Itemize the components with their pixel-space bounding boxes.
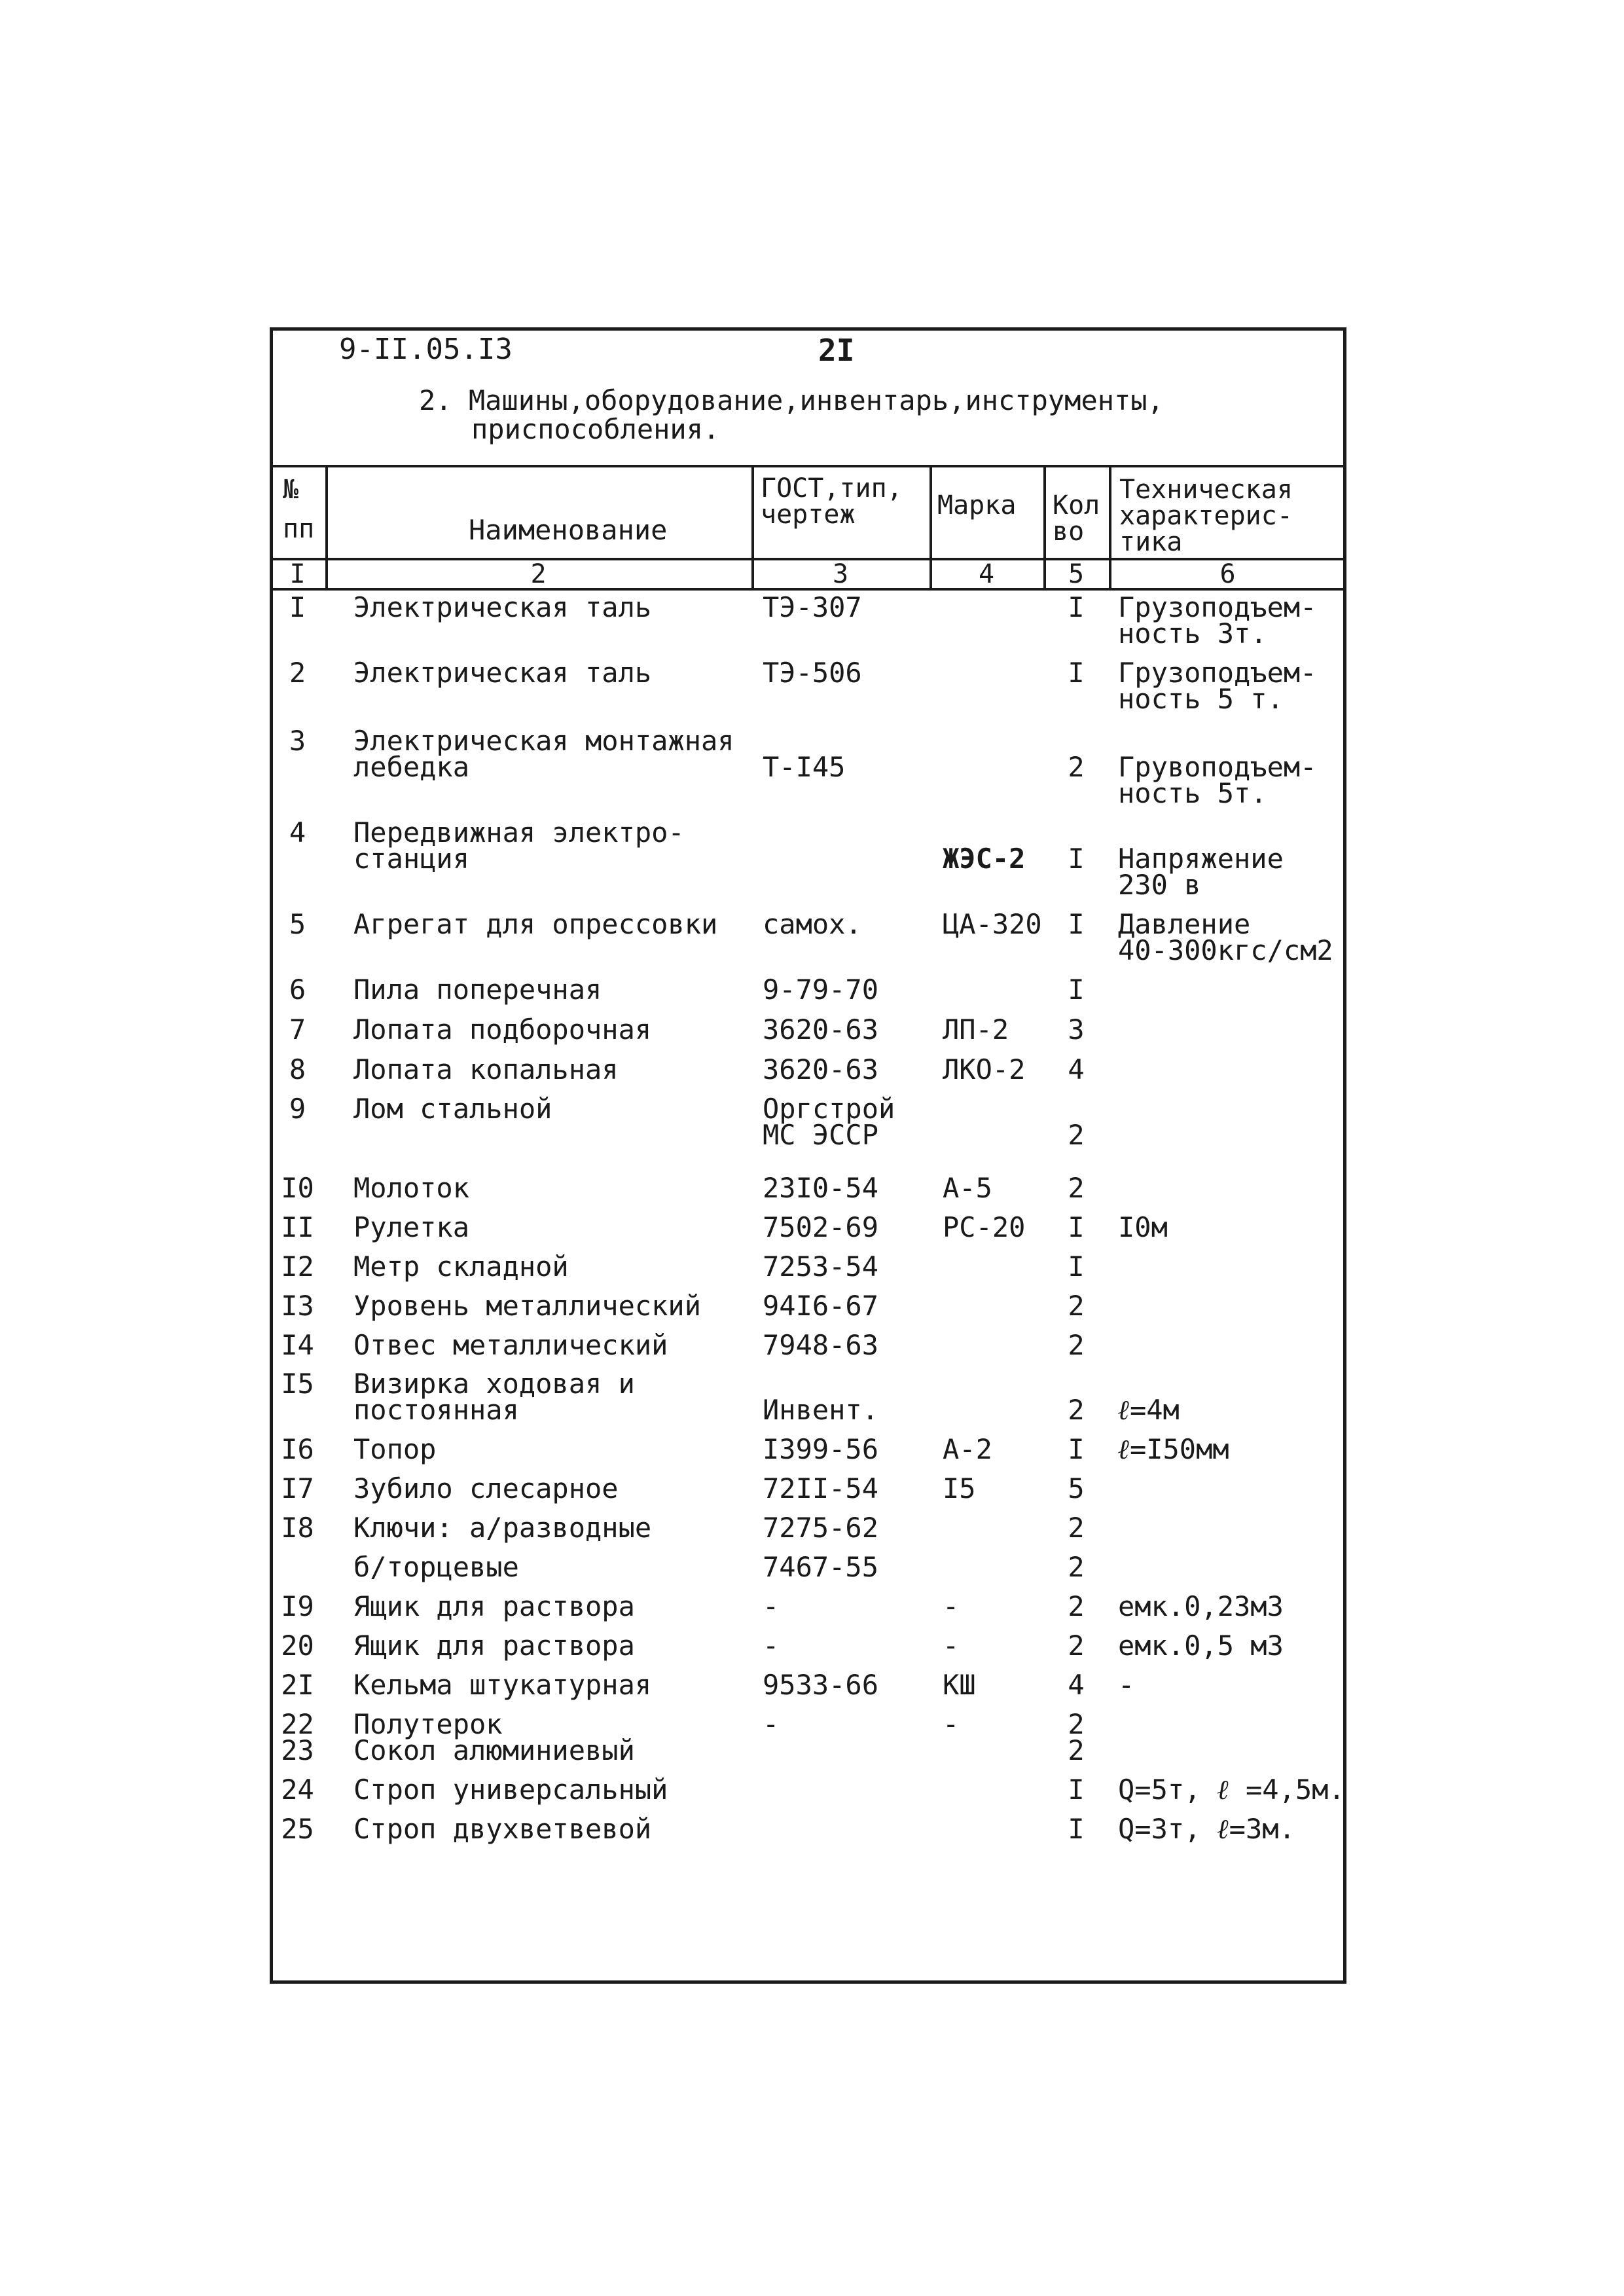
header-num-line-2: пп [283,514,315,544]
row-brand: А-5 [943,1172,992,1204]
row-quantity: I [1068,1250,1085,1283]
row-quantity: 2 [1068,751,1085,783]
row-name: Пила поперечная [353,974,602,1006]
row-gost: 7253-54 [763,1250,879,1283]
header-brand: Марка [937,490,1017,520]
row-quantity: 2 [1068,1734,1085,1766]
row-gost: - [763,1708,780,1740]
row-name: Строп двухветвевой [353,1813,652,1845]
length-symbol: ℓ [1217,1774,1229,1806]
row-quantity: I [1068,591,1085,623]
row-spec-line: Напряжение [1118,843,1284,875]
row-quantity: 2 [1068,1394,1085,1426]
row-gost: 23I0-54 [763,1172,879,1204]
row-spec-line: Q=3т, ℓ=3м. [1118,1813,1295,1845]
row-number: 25 [281,1813,314,1845]
row-spec-line: Грувоподъем- [1118,751,1317,783]
row-gost: 7467-55 [763,1551,879,1583]
row-number: 20 [281,1630,314,1662]
column-number-3: 3 [832,559,849,589]
row-gost: 7502-69 [763,1211,879,1243]
row-number: I0 [281,1172,314,1204]
header-gost-line-2: чертеж [761,500,856,530]
header-qty-line-2: во [1053,517,1085,547]
row-quantity: 2 [1068,1329,1085,1361]
header-top-rule [270,465,1346,467]
row-gost: Инвент. [763,1394,879,1426]
row-name: лебедка [353,751,470,783]
row-quantity: I [1068,1211,1085,1243]
row-brand: ЛП-2 [943,1013,1009,1046]
row-gost: 3620-63 [763,1013,879,1046]
section-title-line-1: 2. Машины,оборудование,инвентарь,инструменты, [419,384,1164,416]
row-number: 5 [289,908,306,940]
row-spec-line: ℓ=4м [1118,1394,1180,1426]
row-gost: 7948-63 [763,1329,879,1361]
row-gost: 94I6-67 [763,1290,879,1322]
row-gost: 72II-54 [763,1472,879,1504]
row-number: I2 [281,1250,314,1283]
column-number-5: 5 [1068,559,1085,589]
row-spec-line: емк.0,23м3 [1118,1590,1284,1622]
row-spec-line: емк.0,5 м3 [1118,1630,1284,1662]
row-quantity: I [1068,1813,1085,1845]
row-name: Ключи: а/разводные [353,1512,652,1544]
row-name: Топор [353,1433,437,1465]
header-num [283,477,314,542]
header-num-line-1: № [283,475,299,505]
row-number: 6 [289,974,306,1006]
row-quantity: 5 [1068,1472,1085,1504]
row-name: Агрегат для опрессовки [353,908,718,940]
row-spec-line: ность 5т. [1118,777,1267,809]
header-spec [1119,477,1293,555]
row-quantity: 4 [1068,1669,1085,1701]
section-title-line-2: приспособления. [471,413,720,445]
row-brand: I5 [943,1472,976,1504]
row-gost: МС ЭССР [763,1119,879,1151]
row-name: Строп универсальный [353,1774,668,1806]
header-spec-line-3: тика [1119,527,1183,557]
row-brand: ЦА-320 [943,908,1042,940]
row-brand: - [943,1630,960,1662]
row-quantity: I [1068,1774,1085,1806]
row-name: постоянная [353,1394,519,1426]
row-quantity: 4 [1068,1053,1085,1085]
header-spec-line-1: Техническая [1119,475,1293,505]
row-name: Передвижная электро- [353,816,685,848]
row-name: б/торцевые [353,1551,519,1583]
row-spec-line: Q=5т, ℓ =4,5м. [1118,1774,1345,1806]
row-number: 22 [281,1708,314,1740]
row-quantity: 2 [1068,1290,1085,1322]
row-quantity: 2 [1068,1630,1085,1662]
row-number: I9 [281,1590,314,1622]
row-gost: - [763,1630,780,1662]
row-gost: Оргстрой [763,1093,895,1125]
row-gost: ТЭ-307 [763,591,862,623]
row-gost: ТЭ-506 [763,657,862,689]
row-number: 9 [289,1093,306,1125]
row-name: Ящик для раствора [353,1630,635,1662]
row-quantity: 2 [1068,1119,1085,1151]
row-gost: - [763,1590,780,1622]
row-spec-line: Грузоподъем- [1118,657,1317,689]
row-number: II [281,1211,314,1243]
row-quantity: 2 [1068,1551,1085,1583]
row-spec-line: ность 3т. [1118,617,1267,649]
row-name: Лом стальной [353,1093,552,1125]
row-number: 24 [281,1774,314,1806]
row-name: Визирка ходовая и [353,1368,635,1400]
row-brand: - [943,1708,960,1740]
row-number: 2 [289,657,306,689]
row-number: 23 [281,1734,314,1766]
row-name: Кельма штукатурная [353,1669,652,1701]
header-qty [1053,492,1100,545]
row-quantity: 2 [1068,1172,1085,1204]
row-quantity: I [1068,908,1085,940]
row-name: Электрическая таль [353,657,652,689]
row-number: 7 [289,1013,306,1046]
row-name: Рулетка [353,1211,470,1243]
length-symbol: ℓ [1118,1433,1130,1465]
row-number: 4 [289,816,306,848]
row-brand: РС-20 [943,1211,1026,1243]
column-number-4: 4 [978,559,995,589]
row-quantity: I [1068,974,1085,1006]
row-name: Полутерок [353,1708,503,1740]
row-number: I5 [281,1368,314,1400]
row-brand: КШ [943,1669,976,1701]
row-brand: ЖЭС-2 [943,843,1026,875]
column-number-6: 6 [1219,559,1236,589]
row-number: 3 [289,725,306,757]
row-name: Отвес металлический [353,1329,668,1361]
row-spec-line: - [1118,1669,1135,1701]
row-number: I3 [281,1290,314,1322]
row-number: I8 [281,1512,314,1544]
row-name: Зубило слесарное [353,1472,619,1504]
header-gost-line-1: ГОСТ,тип, [761,473,903,503]
row-name: Лопата подборочная [353,1013,652,1046]
row-name: Уровень металлический [353,1290,702,1322]
header-name: Наименование [469,514,668,546]
row-gost: 7275-62 [763,1512,879,1544]
row-quantity: I [1068,843,1085,875]
row-name: Сокол алюминиевый [353,1734,635,1766]
row-quantity: I [1068,1433,1085,1465]
row-number: I6 [281,1433,314,1465]
row-spec-line: Грузоподъем- [1118,591,1317,623]
row-spec-line: ность 5 т. [1118,683,1284,715]
row-quantity: 2 [1068,1708,1085,1740]
row-name: Электрическая таль [353,591,652,623]
length-symbol: ℓ [1217,1813,1229,1845]
section-title [419,386,1322,444]
row-gost: 9-79-70 [763,974,879,1006]
row-name: станция [353,843,470,875]
row-name: Электрическая монтажная [353,725,734,757]
row-spec-line: 40-300кгс/см2 [1118,934,1333,966]
row-quantity: 2 [1068,1590,1085,1622]
row-gost: самох. [763,908,862,940]
header-spec-line-2: характерис- [1119,501,1293,531]
row-quantity: 3 [1068,1013,1085,1046]
row-number: 8 [289,1053,306,1085]
row-gost: Т-I45 [763,751,846,783]
row-brand: ЛКО-2 [943,1053,1026,1085]
header-qty-line-1: Кол [1053,490,1100,520]
row-spec-line: Давление [1118,908,1251,940]
column-number-2: 2 [530,559,547,589]
row-number: I4 [281,1329,314,1361]
row-spec-line: ℓ=I50мм [1118,1433,1229,1465]
row-number: I [289,591,306,623]
document-code: 9-II.05.I3 [339,333,513,366]
row-gost: 3620-63 [763,1053,879,1085]
length-symbol: ℓ [1118,1394,1130,1426]
page-number: 2I [818,333,855,368]
row-number: I7 [281,1472,314,1504]
row-quantity: 2 [1068,1512,1085,1544]
row-number: 2I [281,1669,314,1701]
row-gost: I399-56 [763,1433,879,1465]
row-spec-line: I0м [1118,1211,1168,1243]
row-gost: 9533-66 [763,1669,879,1701]
column-number-1: I [289,559,306,589]
row-name: Лопата копальная [353,1053,619,1085]
row-name: Метр складной [353,1250,569,1283]
row-spec-line: 230 в [1118,869,1201,901]
row-brand: А-2 [943,1433,992,1465]
row-name: Ящик для раствора [353,1590,635,1622]
row-brand: - [943,1590,960,1622]
row-name: Молоток [353,1172,470,1204]
header-gost [761,475,903,528]
row-quantity: I [1068,657,1085,689]
